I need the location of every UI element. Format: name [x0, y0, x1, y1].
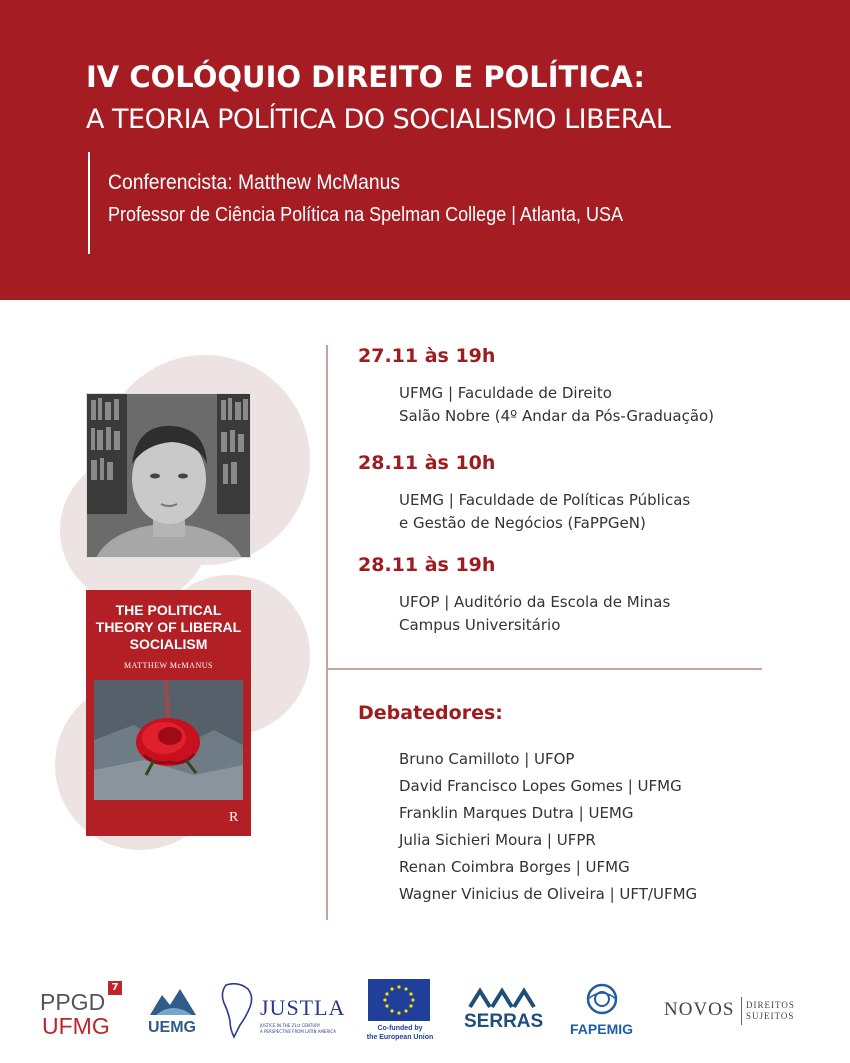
justla-tagline: JUSTICE IN THE 21st CENTURY	[260, 1023, 321, 1028]
novos-logo-text: NOVOS	[664, 999, 735, 1020]
eu-flag-icon	[368, 979, 430, 1021]
ufmg-logo-text: UFMG	[42, 1013, 110, 1039]
header-divider	[88, 152, 90, 254]
rose-image	[94, 680, 243, 800]
session-date: 28.11 às 19h	[358, 554, 496, 576]
fapemig-globe-icon	[582, 981, 622, 1017]
session-date: 27.11 às 19h	[358, 345, 496, 367]
debater-item: Wagner Vinicius de Oliveira | UFT/UFMG	[399, 885, 698, 903]
debater-item: David Francisco Lopes Gomes | UFMG	[399, 777, 682, 795]
event-title: IV COLÓQUIO DIREITO E POLÍTICA:	[86, 60, 645, 94]
session-date: 28.11 às 10h	[358, 452, 496, 474]
speaker-role: Professor de Ciência Política na Spelman College | Atlanta, USA	[108, 204, 623, 226]
novos-divider	[741, 997, 742, 1025]
serras-logo-text: SERRAS	[464, 1011, 544, 1032]
ppgd-ufmg-logo	[40, 981, 122, 1041]
session-location: UFMG | Faculdade de Direito	[399, 384, 612, 402]
header-banner	[0, 0, 850, 300]
uemg-mountain-icon	[148, 985, 198, 1017]
justla-logo-text: JUSTLA	[260, 995, 346, 1020]
uemg-logo	[148, 985, 198, 1041]
sponsor-logos	[0, 975, 850, 1055]
debater-item: Bruno Camilloto | UFOP	[399, 750, 575, 768]
uemg-logo-text: UEMG	[148, 1019, 196, 1036]
speaker-name: Conferencista: Matthew McManus	[108, 171, 401, 194]
session-location-detail: Salão Nobre (4º Andar da Pós-Graduação)	[399, 407, 715, 425]
session-location-detail: e Gestão de Negócios (FaPPGeN)	[399, 514, 646, 532]
speaker-photo	[86, 393, 251, 558]
event-subtitle: A TEORIA POLÍTICA DO SOCIALISMO LIBERAL	[86, 104, 671, 135]
novos-logo-subtext: SUJEITOS	[746, 1011, 795, 1021]
session-location: UFOP | Auditório da Escola de Minas	[399, 593, 671, 611]
ppgd-badge: 7	[108, 981, 122, 995]
novos-direitos-logo	[664, 997, 804, 1027]
justla-tagline: A PERSPECTIVE FROM LATIN AMERICA	[260, 1029, 336, 1034]
horizontal-divider	[328, 668, 762, 670]
serras-logo	[462, 987, 544, 1043]
book-title: THE POLITICAL THEORY OF LIBERAL SOCIALISM	[95, 602, 242, 652]
debater-item: Renan Coimbra Borges | UFMG	[399, 858, 630, 876]
session-location: UEMG | Faculdade de Políticas Públicas	[399, 491, 691, 509]
publisher-logo: R	[229, 810, 239, 825]
novos-logo-subtext: DIREITOS	[746, 1000, 795, 1010]
debater-item: Franklin Marques Dutra | UEMG	[399, 804, 634, 822]
book-cover	[86, 590, 251, 836]
vertical-divider	[326, 345, 328, 920]
book-author: MATTHEW McMANUS	[124, 661, 213, 670]
serras-wave-icon	[468, 987, 538, 1009]
eu-logo	[368, 979, 432, 1045]
latin-america-map-icon	[218, 981, 258, 1039]
debater-item: Julia Sichieri Moura | UFPR	[399, 831, 596, 849]
ppgd-logo-text: PPGD	[40, 989, 106, 1015]
fapemig-logo	[566, 981, 640, 1043]
eu-caption: the European Union	[366, 1034, 434, 1041]
justla-logo	[218, 981, 348, 1041]
debaters-heading: Debatedores:	[358, 702, 503, 724]
session-location-detail: Campus Universitário	[399, 616, 561, 634]
eu-caption: Co-funded by	[377, 1025, 423, 1032]
fapemig-logo-text: FAPEMIG	[570, 1021, 634, 1037]
